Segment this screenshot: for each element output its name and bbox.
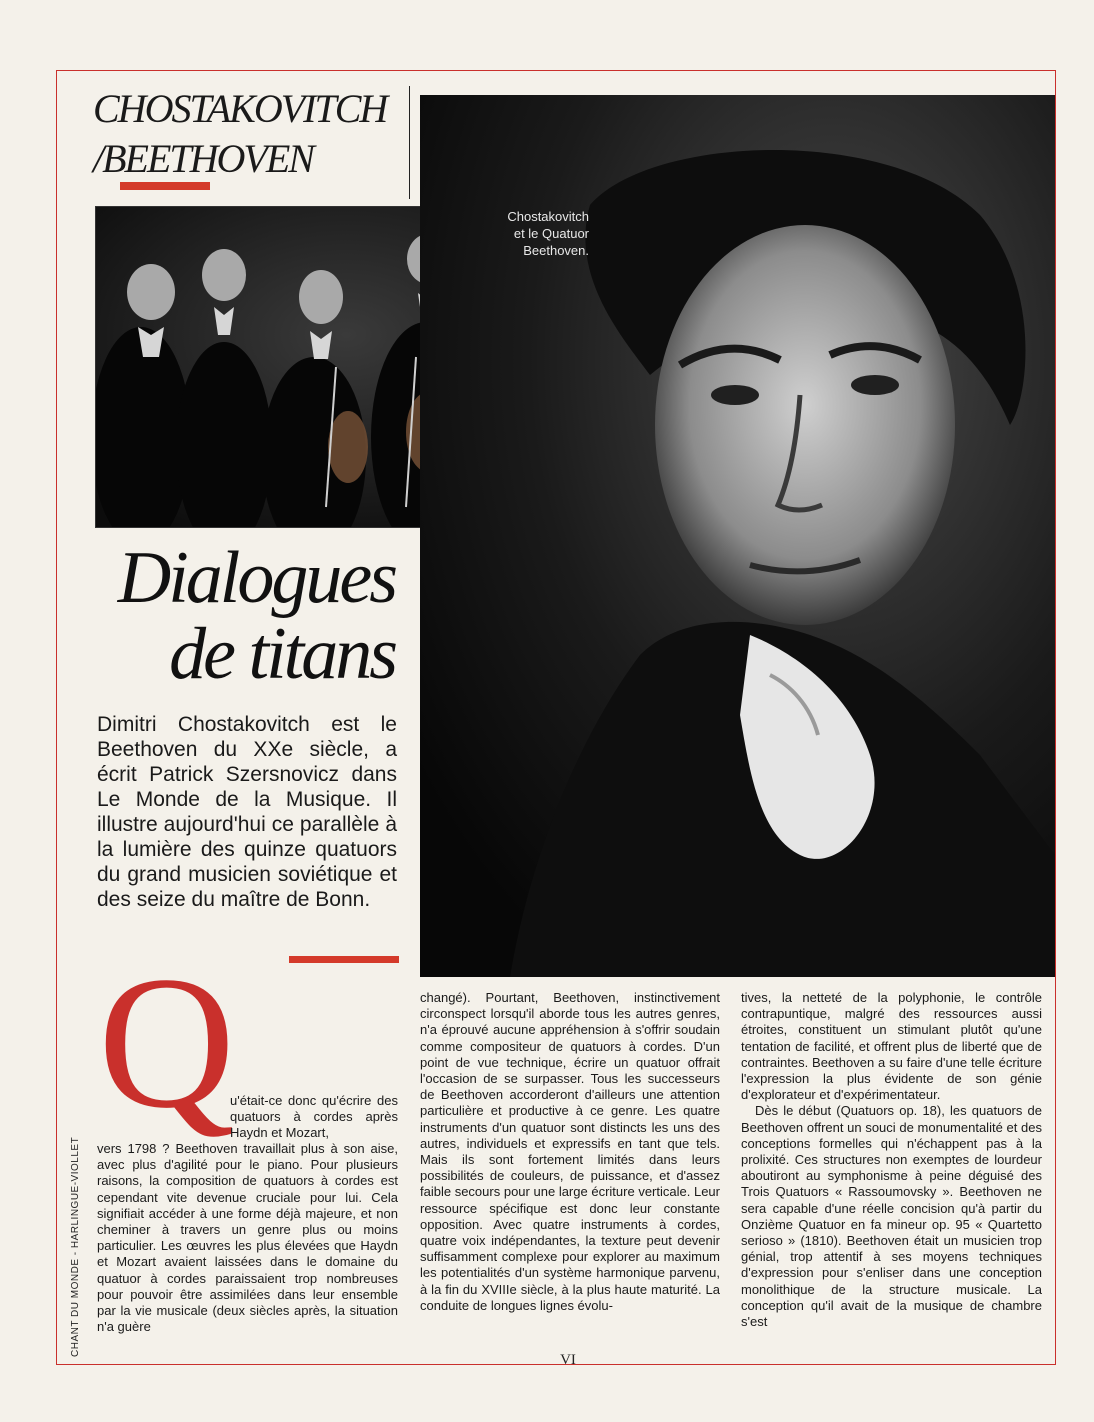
headline-line-1: Dialogues xyxy=(117,537,395,619)
column-3-paragraph-1: tives, la netteté de la polyphonie, le contrôle contrapuntique, malgré des ressources aussi étroites, constituent un stimulant plutôt qu'une tentation de facilité, et offrent plus de liberté que de contraintes. Beethoven a su faire d'une telle écriture l'expression la plus évidente de son génie d'explorateur et d'expérimentateur. xyxy=(741,990,1042,1103)
headline-line-2: de titans xyxy=(169,613,395,695)
section-kicker xyxy=(93,84,413,184)
intro-paragraph: Dimitri Chostakovitch est le Beethoven du XXe siècle, a écrit Patrick Szersnovicz dans Le Monde de la Musique. Il illustre aujourd'hui ce parallèle à la lumière des quinze quatuors du grand musicien soviétique et des seize du maître de Bonn. xyxy=(97,713,397,911)
photo-credit xyxy=(70,1117,84,1357)
red-divider xyxy=(289,956,399,963)
article-headline xyxy=(95,537,395,695)
column-1-text: vers 1798 ? Beethoven travaillait plus à son aise, avec plus d'agilité pour le piano. Pour plusieurs raisons, la composition de quatuors à cordes est cependant vite devenue cruciale pour lui. Cela signifiait accéder à une forme déjà majeure, et non cheminer à travers un genre plus ou moins particulier. Les œuvres les plus élevées que Haydn et Mozart avaient laissées dans le domaine du quatuor à cordes paraissaient trop nombreuses pour pouvoir être assimilées dans leur ensemble par la vie musicale (deux siècles après, la situation n'a guère xyxy=(97,1141,398,1335)
kicker-underline xyxy=(120,182,210,190)
kicker-line-2: /BEETHOVEN xyxy=(93,136,313,181)
drop-cap: Q xyxy=(98,938,236,1148)
column-2 xyxy=(420,990,720,1314)
page-number: VI xyxy=(560,1352,576,1368)
caption-line-3: Beethoven. xyxy=(523,243,589,258)
photo-credit-text: CHANT DU MONDE - HARLINGUE-VIOLLET xyxy=(70,1136,81,1357)
beethoven-portrait xyxy=(420,95,1055,977)
column-1 xyxy=(97,1141,398,1335)
column-3-paragraph-2: Dès le début (Quatuors op. 18), les quatuors de Beethoven offrent un souci de monumentalité et des conceptions formelles qui n'échappent pas à la prolixité. Ces structures non exemptes de lourdeur aboutiront au symphonisme à peine déguisé des Trois Quatuors « Rassoumovsky ». Beethoven ne sera capable d'une réelle concision qu'à partir du Onzième Quatuor en fa mineur op. 95 « Quartetto serioso » (1810). Beethoven était un musicien trop génial, trop attentif à ses moyens techniques d'expression pour s'enliser dans une conception monolithique de la structure musicale. La conception qu'il avait de la musique de chambre s'est xyxy=(741,1103,1042,1330)
red-frame-left xyxy=(56,70,57,1365)
red-frame-top xyxy=(56,70,1056,71)
caption-line-1: Chostakovitch xyxy=(507,209,589,224)
column-1-top-text: u'était-ce donc qu'écrire des quatuors à cordes après Haydn et Mozart, xyxy=(230,1093,398,1141)
red-frame-right xyxy=(1055,70,1056,1365)
caption-line-2: et le Quatuor xyxy=(513,226,589,241)
column-1-top xyxy=(230,1093,398,1142)
photo-caption xyxy=(429,208,589,259)
kicker-line-1: CHOSTAKOVITCH xyxy=(93,86,387,131)
column-2-text: changé). Pourtant, Beethoven, instinctivement circonspect lorsqu'il aborde tous les autres genres, n'a éprouvé aucune appréhension à s'offrir soudain comme compositeur de quatuors à cordes. D'un point de vue technique, écrire un quatuor offrait l'occasion de se surpasser. Tous les successeurs de Beethoven accorderont d'ailleurs une attention particulière et productive à ce genre. Les quatre instruments d'un quatuor sont distincts les uns des autres, individuels et expressifs en tant que tels. Mais ils sont fortement limités dans leurs possibilités de couleurs, de puissance, et d'assez faible secours pour une large écriture verticale. Leur ressource spécifique est donc leur constante opposition. Avec quatre instruments à cordes, quatre voix indépendantes, la texture peut devenir suffisamment complexe pour explorer au maximum les potentialités d'un système harmonique parvenu, à la fin du XVIIIe siècle, à la plus haute maturité. La conduite de longues lignes évolu- xyxy=(420,990,720,1313)
column-3 xyxy=(741,990,1042,1330)
